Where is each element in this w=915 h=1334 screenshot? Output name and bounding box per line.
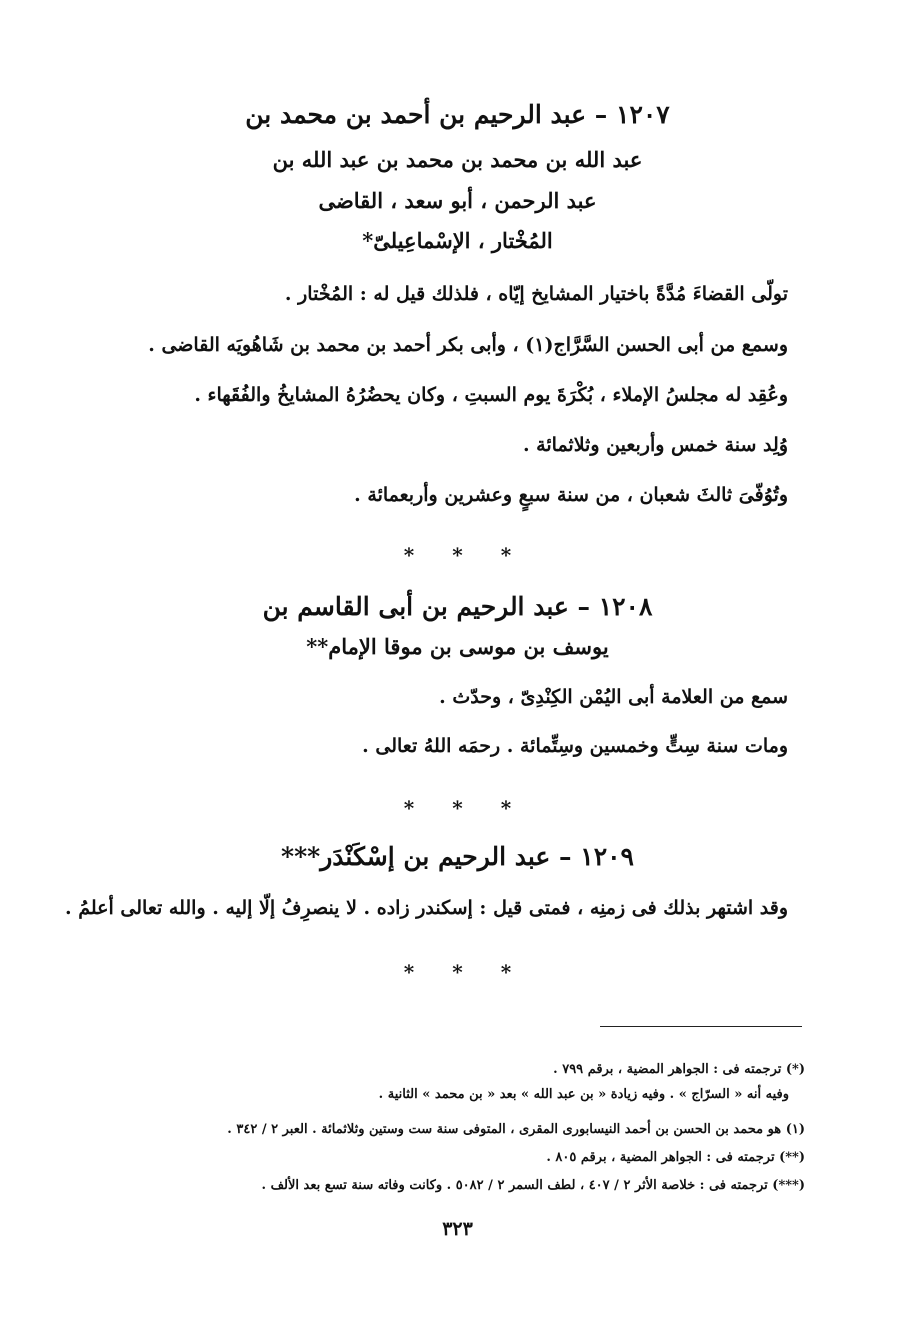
entry-1208-body-line: سمع من العلامة أبى اليُمْن الكِنْدِىّ ، وحدّث .: [439, 686, 788, 708]
entry-1208-heading: ١٢٠٨ – عبد الرحيم بن أبى القاسم بن: [262, 592, 653, 621]
entry-1208-name-line-2: يوسف بن موسى بن موقا الإمام**: [306, 634, 609, 659]
footnote: وفيه أنه « السرّاج » . وفيه زيادة « بن عبد الله » بعد « بن محمد » الثانية .: [378, 1087, 789, 1102]
entry-1207-heading: ١٢٠٧ – عبد الرحيم بن أحمد بن محمد بن: [245, 100, 670, 129]
footnote: (**) ترجمته فى : الجواهر المضية ، برقم ٨٠٥ .: [546, 1150, 805, 1165]
entry-1208-body-line: ومات سنة سِتٍّ وخمسين وسِتِّمائة . رحمَه اللهُ تعالى .: [362, 735, 788, 757]
separator-star: *: [403, 960, 415, 984]
entry-1207-name-line-4: المُخْتار ، الإسْماعِيلىّ*: [362, 228, 553, 253]
entry-1207-name-line-2: عبد الله بن محمد بن محمد بن عبد الله بن: [272, 147, 643, 172]
separator-star: *: [500, 796, 512, 820]
footnote: (١) هو محمد بن الحسن بن أحمد النيسابورى المقرى ، المتوفى سنة ست وستين وثلاثمائة . العبر ٢ / ٣٤٢ .: [227, 1122, 805, 1137]
section-separator: [0, 960, 915, 984]
separator-star: *: [403, 796, 415, 820]
entry-1207-body-line: وسمع من أبى الحسن السَّرَّاج(١) ، وأبى بكر أحمد بن محمد بن شَاهُويَه القاضى .: [148, 334, 788, 356]
entry-1207-body-line: وتُوُفّىَ ثالثَ شعبان ، من سنة سبعٍ وعشرين وأربعمائة .: [354, 484, 788, 506]
entry-1207-body-line: وعُقِد له مجلسُ الإملاء ، بُكْرَةَ يوم السبتِ ، وكان يحضُرُهُ المشايخُ والفُقَهاء .: [194, 384, 788, 406]
entry-1207-body-line: تولّى القضاءَ مُدَّةً باختيار المشايخ إيّاه ، فلذلك قيل له : المُخْتار .: [284, 283, 788, 305]
page-number: ٣٢٣: [442, 1218, 473, 1240]
entry-1207-name-line-3: عبد الرحمن ، أبو سعد ، القاضى: [318, 188, 597, 213]
footnote: (***) ترجمته فى : خلاصة الأثر ٢ / ٤٠٧ ، لطف السمر ٢ / ٥٠٨٢ . وكانت وفاته سنة تسع بعد الألف .: [261, 1178, 805, 1193]
entry-1209-heading: ١٢٠٩ – عبد الرحيم بن إسْكَنْدَر***: [281, 842, 634, 871]
separator-star: *: [452, 796, 463, 820]
separator-star: *: [500, 543, 512, 567]
separator-star: *: [403, 543, 415, 567]
footnote: (*) ترجمته فى : الجواهر المضية ، برقم ٧٩٩ .: [553, 1062, 805, 1077]
entry-1209-body-line: وقد اشتهر بذلك فى زمنِه ، فمتى قيل : إسكندر زاده . لا ينصرِفُ إلّا إليه . والله تعالى أعلمُ .: [65, 897, 788, 919]
footnote-divider: [600, 1026, 802, 1027]
separator-star: *: [452, 543, 463, 567]
section-separator: [0, 796, 915, 820]
separator-star: *: [452, 960, 463, 984]
section-separator: [0, 543, 915, 567]
separator-star: *: [500, 960, 512, 984]
entry-1207-body-line: وُلِد سنة خمس وأربعين وثلاثمائة .: [522, 434, 788, 456]
